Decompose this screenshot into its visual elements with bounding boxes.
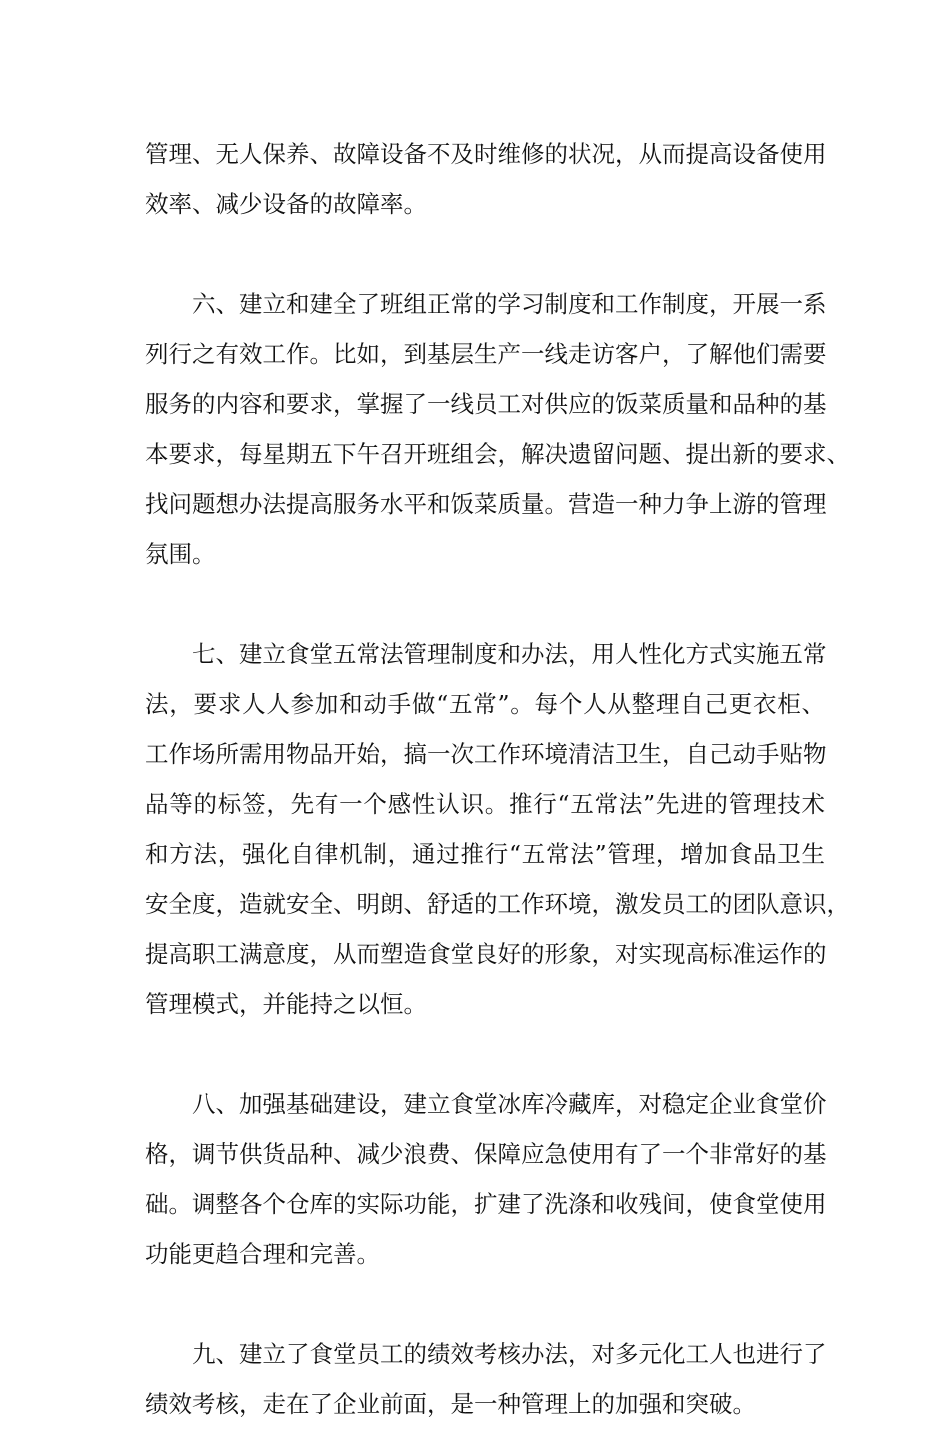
text-line: 氛围。 [145,540,216,568]
text-line: 功能更趋合理和完善。 [145,1240,380,1268]
paragraph-gap [145,1279,825,1329]
text-line: 品等的标签，先有一个感性认识。推行“五常法”先进的管理技术 [145,790,825,818]
paragraph-gap [145,1029,825,1079]
paragraph-gap [145,579,825,629]
text-line: 六、建立和建全了班组正常的学习制度和工作制度，开展一系 [192,290,827,318]
text-line: 工作场所需用物品开始，搞一次工作环境清洁卫生，自己动手贴物 [145,740,827,768]
text-line: 绩效考核，走在了企业前面，是一种管理上的加强和突破。 [145,1390,756,1418]
text-line: 效率、减少设备的故障率。 [145,190,427,218]
paragraph-item-7 [145,629,850,1029]
paragraph-item-6 [145,279,850,579]
text-line: 格，调节供货品种、减少浪费、保障应急使用有了一个非常好的基 [145,1140,827,1168]
paragraph-gap [145,229,825,279]
paragraph-item-9 [145,1329,825,1429]
text-line: 七、建立食堂五常法管理制度和办法，用人性化方式实施五常 [192,640,827,668]
text-line: 九、建立了食堂员工的绩效考核办法，对多元化工人也进行了 [192,1340,827,1368]
text-line: 提高职工满意度，从而塑造食堂良好的形象，对实现高标准运作的 [145,940,827,968]
paragraph-continuation [145,129,825,229]
text-line: 管理、无人保养、故障设备不及时维修的状况，从而提高设备使用 [145,140,827,168]
text-line: 八、加强基础建设，建立食堂冰库冷藏库，对稳定企业食堂价 [192,1090,827,1118]
text-line: 列行之有效工作。比如，到基层生产一线走访客户，了解他们需要 [145,340,827,368]
document-body [145,129,850,1429]
text-line: 找问题想办法提高服务水平和饭菜质量。营造一种力争上游的管理 [145,490,827,518]
paragraph-item-8 [145,1079,825,1279]
text-line: 安全度，造就安全、明朗、舒适的工作环境，激发员工的团队意识， [145,890,850,918]
text-line: 服务的内容和要求，掌握了一线员工对供应的饭菜质量和品种的基 [145,390,827,418]
text-line: 本要求，每星期五下午召开班组会，解决遗留问题、提出新的要求、 [145,440,850,468]
text-line: 和方法，强化自律机制，通过推行“五常法”管理，增加食品卫生 [145,840,825,868]
text-line: 管理模式，并能持之以恒。 [145,990,427,1018]
text-line: 础。调整各个仓库的实际功能，扩建了洗涤和收残间，使食堂使用 [145,1190,827,1218]
text-line: 法，要求人人参加和动手做“五常”。每个人从整理自己更衣柜、 [145,690,825,718]
